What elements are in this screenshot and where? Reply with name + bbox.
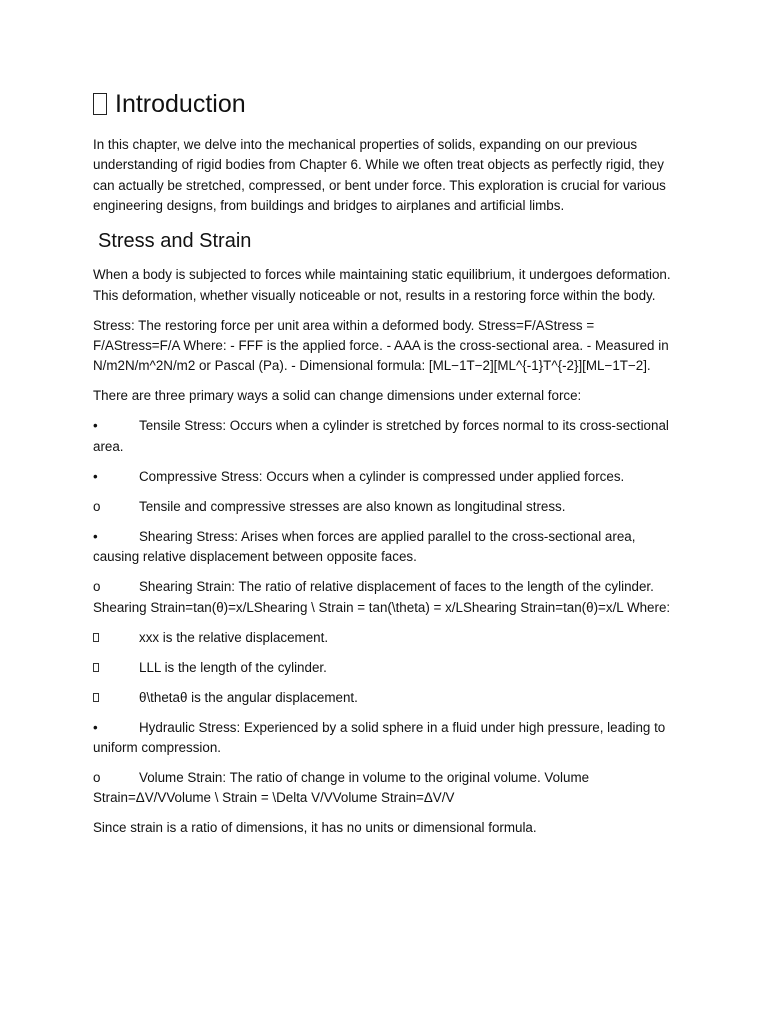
section-paragraph-1: When a body is subjected to forces while maintaining static equilibrium, it undergoes deformation. This deformation, whether visually noticeable or not, results in a restoring force within the body. xyxy=(93,267,671,303)
missing-glyph-icon xyxy=(93,633,99,642)
list-marker: o xyxy=(93,498,101,514)
missing-glyph-icon xyxy=(93,693,99,702)
list-marker: • xyxy=(93,528,98,544)
list-marker: • xyxy=(93,468,98,484)
closing-paragraph: Since strain is a ratio of dimensions, it has no units or dimensional formula. xyxy=(93,820,537,836)
list-item xyxy=(93,768,678,809)
missing-glyph-icon xyxy=(93,663,99,672)
section-paragraph-2: Stress: The restoring force per unit area within a deformed body. Stress=F/AStress = F/AStress=F/A Where: - FFF is the applied force. - AAA is the cross-sectional area. - Measured in N/m2N/m^2N/m2 or Pascal (Pa). - Dimensional formula: [ML−1T−2][ML^{-1}T^{-2}][ML−1T−2]. xyxy=(93,317,669,374)
section-paragraph-3: There are three primary ways a solid can change dimensions under external force: xyxy=(93,388,582,404)
list-item xyxy=(93,718,678,759)
intro-heading-text: Introduction xyxy=(115,90,246,118)
list-item-text: Hydraulic Stress: Experienced by a solid sphere in a fluid under high pressure, leading to uniform compression. xyxy=(93,719,666,756)
list-marker xyxy=(93,658,139,678)
list-item-text: xxx is the relative displacement. xyxy=(139,629,329,645)
list-item-text: Volume Strain: The ratio of change in volume to the original volume. Volume Strain=ΔV/VVolume \ Strain = \Delta V/VVolume Strain=ΔV/V xyxy=(93,770,590,806)
list-item-text: Tensile Stress: Occurs when a cylinder is stretched by forces normal to its cross-sectional area. xyxy=(93,418,669,454)
list-item-text: θ\thetaθ is the angular displacement. xyxy=(139,689,358,705)
list-item-text: Compressive Stress: Occurs when a cylinder is compressed under applied forces. xyxy=(139,468,625,484)
list-marker: • xyxy=(93,418,98,434)
list-item xyxy=(93,416,678,457)
list-item-text: Shearing Stress: Arises when forces are applied parallel to the cross-sectional area, causing relative displacement between opposite faces. xyxy=(93,528,636,565)
list-item xyxy=(93,658,678,678)
section-heading: Stress and Strain xyxy=(98,230,252,253)
list-item xyxy=(93,688,678,708)
list-item xyxy=(93,577,678,618)
list-marker: o xyxy=(93,579,101,595)
list-item-text: Tensile and compressive stresses are also known as longitudinal stress. xyxy=(139,498,566,514)
list-marker: • xyxy=(93,719,98,735)
list-item xyxy=(93,527,678,568)
list-marker: o xyxy=(93,770,101,786)
list-item-text: LLL is the length of the cylinder. xyxy=(139,659,327,675)
list-marker xyxy=(93,628,139,648)
list-item xyxy=(93,628,678,648)
document-content xyxy=(93,86,678,848)
list-item xyxy=(93,467,678,487)
list-marker xyxy=(93,688,139,708)
intro-heading xyxy=(93,86,678,122)
list-item xyxy=(93,497,678,517)
intro-paragraph: In this chapter, we delve into the mechanical properties of solids, expanding on our previous understanding of rigid bodies from Chapter 6. While we often treat objects as perfectly rigid, they can actually be stretched, compressed, or bent under force. This exploration is crucial for various engineering designs, from buildings and bridges to airplanes and artificial limbs. xyxy=(93,137,666,214)
list-item-text: Shearing Strain: The ratio of relative displacement of faces to the length of the cylinder. Shearing Strain=tan(θ)=x/LShearing \ Strain = tan(\theta) = x/LShearing Strain=tan(θ)=x/L Where: xyxy=(93,579,671,615)
missing-glyph-icon xyxy=(93,93,107,115)
stress-list xyxy=(93,416,678,808)
